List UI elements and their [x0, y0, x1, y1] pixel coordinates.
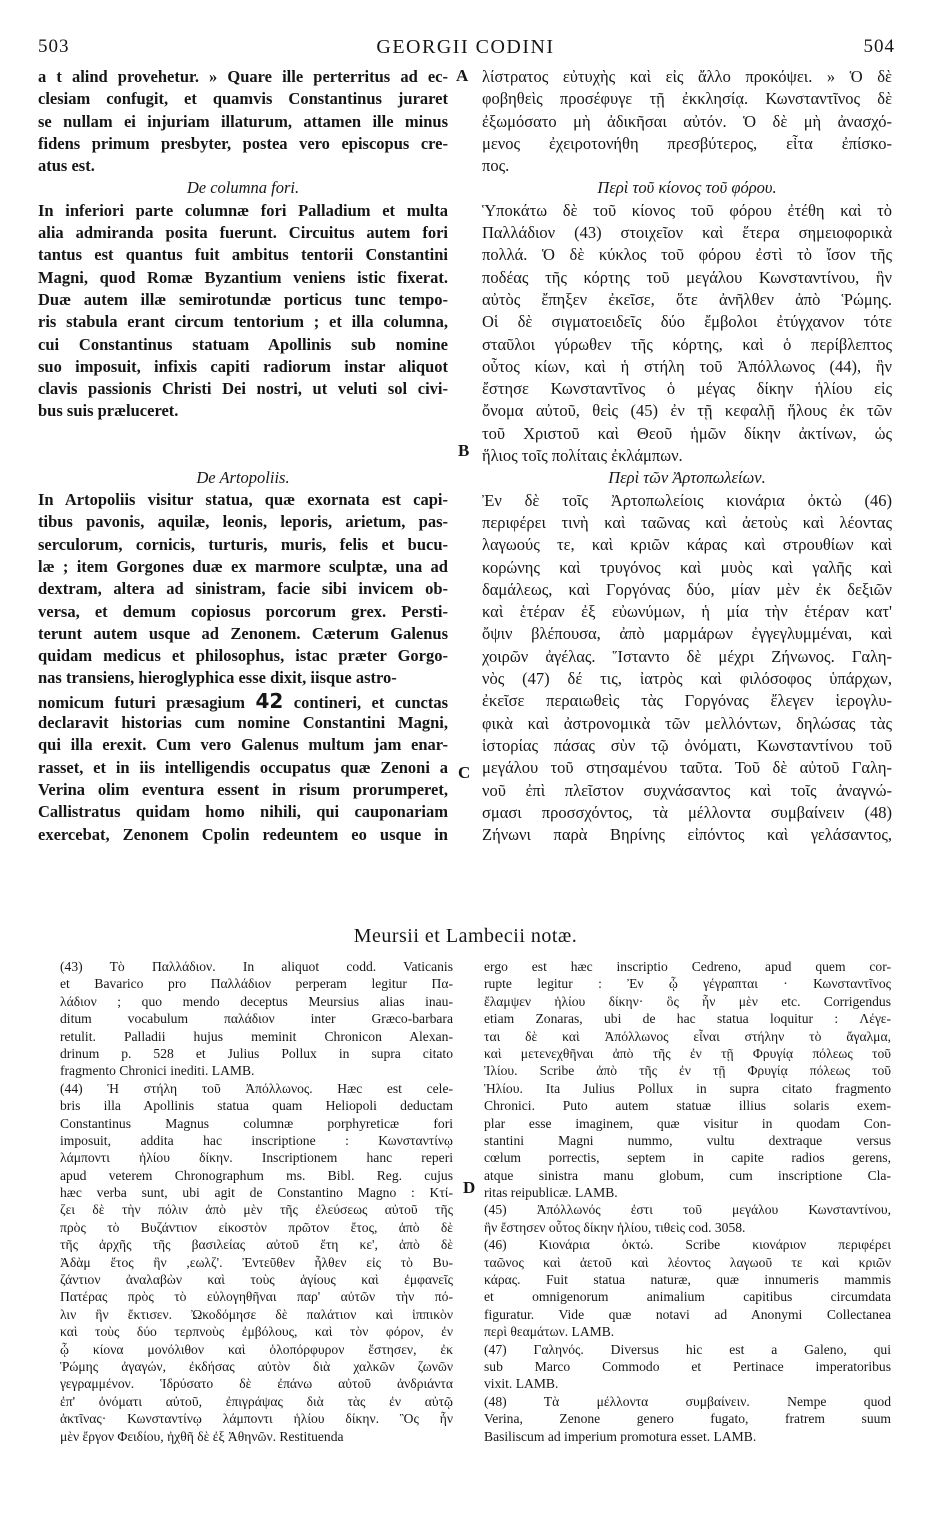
text-line: μενος ἐχειροτονήθη πρεσβύτερος, εἶτα ἐπίσκο-: [482, 133, 892, 153]
note-line: rupte legitur : Ἐν ᾧ γέγραπται · Κωνσταντῖνος: [484, 976, 891, 992]
notes-right-column: [484, 958, 891, 1445]
text-line: qui illa erexit. Cum vero Galenus multum jam enar-: [38, 735, 448, 755]
text-line: declaravit historias cum nomine Constantini Magni,: [38, 713, 448, 733]
text-line: Ἐν δὲ τοῖς Ἀρτοπωλείοις κιονάρια ὀκτὼ (46): [482, 490, 892, 510]
note-line: ἀκτῖνας· Κωνσταντίνῳ λάμποντι ἡλίου δίκην. Ὃς ἦν: [60, 1411, 453, 1427]
text-line: tantus est quantus fuit ambitus tentorii Constantini: [38, 245, 448, 265]
note-line: Ἰλίου. Scribe ἀπὸ τῆς ἐν τῇ Φρυγίᾳ πόλεως τοῦ: [484, 1063, 891, 1079]
text-line: νοῦ ἐπὶ πλεῖστον συχνάσαντος καὶ τοῖς ἀναγνώ-: [482, 780, 892, 800]
text-line: αὐτὸς ἔπηξεν ἐκεῖσε, ὅτε ἀνῆλθεν ἀπὸ Ῥώμης.: [482, 289, 892, 309]
text-line: σμασι προσσχόντος, τὰ μέλλοντα συμβαίνειν (48): [482, 802, 892, 822]
note-line: ζάντιον ἀναλαβὼν καὶ τοὺς ἁγίους καὶ ἐμφανεῖς: [60, 1272, 453, 1288]
latin-paragraph: [38, 66, 448, 177]
note-line: hæc verba sunt, ubi agit de Constantino Magno : Κτί-: [60, 1185, 453, 1201]
note-line: drinum p. 528 et Julius Pollux in supra citato: [60, 1045, 453, 1061]
note-line: Basiliscum ad imperium promotura esset. LAMB.: [484, 1428, 757, 1444]
note-line: ditum vocabulum παλάδιον inter Græco-barbara: [60, 1011, 453, 1027]
text-line: φικὰ καὶ ἀστρονομικὰ τῶν μελλόντων, δηλώσας τὰς: [482, 713, 892, 733]
note-line: Verina, Zenone genero fugato, fratrem suum: [484, 1411, 891, 1427]
note-line: (46) Κιονάρια ὀκτώ. Scribe κιονάριον περιφέρει: [484, 1237, 891, 1253]
greek-paragraph: [482, 200, 892, 468]
text-line: νὸς (47) δέ τις, ἰατρὸς καὶ φιλόσοφος ὑπάρχων,: [482, 669, 892, 689]
note-line: apud veterem Chronographum ms. Bibl. Reg. cujus: [60, 1167, 453, 1183]
text-line: δαμάλεως, καὶ Γοργόνας δύο, μίαν μὲν ἐκ δεξιῶν: [482, 579, 892, 599]
text-line: bus suis præluceret.: [38, 401, 179, 421]
note-line: (47) Γαληνός. Diversus hic est a Galeno, qui: [484, 1341, 891, 1357]
text-line: λαγωούς τε, καὶ κριῶν κάρας καὶ στρουθίων καὶ: [482, 535, 892, 555]
inline-number-42: 42: [255, 689, 284, 713]
note-line: τῆς ἀρχῆς τῆς βασιλείας αὐτοῦ ἔτη κε', ἀπὸ δὲ: [60, 1237, 453, 1253]
text-line: In inferiori parte columnæ fori Palladium et multa: [38, 200, 448, 220]
text-line: Ζήνωνι παρὰ Βηρίνης εἰπόντος καὶ γελάσαντος,: [482, 825, 892, 845]
text-line: alia admiranda posita fuerunt. Circuitus autem fori: [38, 223, 448, 243]
note-line: περὶ θεαμάτων. LAMB.: [484, 1324, 615, 1340]
note-line: (44) Ἡ στήλη τοῦ Ἀπόλλωνος. Hæc est cele-: [60, 1080, 453, 1096]
note-line: vixit. LAMB.: [484, 1376, 559, 1392]
greek-heading-artopoliis: Περὶ τῶν Ἀρτοπωλείων.: [608, 468, 766, 488]
note-line: πρὸς τὸ Βυζάντιον εἰκοστὸν πρῶτον ἔτος, ἀπὸ δὲ: [60, 1219, 453, 1235]
text-line: cui Constantinus statuam Apollinis sub nomine: [38, 334, 448, 354]
note-line: (45) Ἀπόλλωνός ἐστι τοῦ μεγάλου Κωνσταντίνου,: [484, 1202, 891, 1218]
text-line: ἥλιος τοῖς πολίταις ἐκλάμπων.: [482, 446, 683, 466]
text-line: fidens primum presbyter, postea vero episcopus cre-: [38, 133, 448, 153]
text-line: clavis passionis Christi Dei nostri, ut veluti sol civi-: [38, 379, 448, 399]
text-line: rasset, et in iis intelligendis occupatus quæ Zenoni a: [38, 757, 448, 777]
note-line: atque sinistra manu globum, cum inscriptione Cla-: [484, 1167, 891, 1183]
note-line: et omnigenorum animalium capitibus circumdata: [484, 1289, 891, 1305]
text-line: σταῦλοι γύρωθεν τῆς κόρτης, καὶ ὁ περίβλεπτος: [482, 334, 892, 354]
latin-line-segment: nomicum futuri præsagium: [38, 692, 245, 712]
text-line: ὄνομα αὐτοῦ, θεὶς (45) ἐν τῇ κεφαλῇ ἥλους ἐκ τῶν: [482, 401, 892, 421]
note-line: λιν ἣν ἔκτισεν. Ὠκοδόμησε δὲ παλάτιον καὶ ἱππικὸν: [60, 1306, 453, 1322]
text-line: ἐξωμόσατο μὴ ἀδικῆσαι αὐτόν. Ὁ δὲ μὴ ἀνασχό-: [482, 111, 892, 131]
notes-left-column: [60, 958, 453, 1445]
note-line: figuratur. Vide quæ notavi ad Anonymi Collectanea: [484, 1306, 891, 1322]
page-number-right: 504: [863, 36, 895, 57]
latin-heading-column-fori: De columna fori.: [186, 178, 300, 198]
text-line: In Artopoliis visitur statua, quæ exornata est capi-: [38, 490, 448, 510]
note-line: λάμποντι ἡλίου δίκην. Inscriptionem hanc reperi: [60, 1150, 453, 1166]
note-line: ergo est hæc inscriptio Cedreno, apud quem cor-: [484, 959, 891, 974]
text-line: ἱστορίας πάσας σὺν τῷ ὀνόματι, Κωνσταντίνου τοῦ: [482, 735, 892, 755]
latin-paragraph: [38, 489, 448, 690]
text-line: πος.: [482, 156, 510, 176]
text-line: ris stabula erant circum tentorium ; et illa columna,: [38, 312, 448, 332]
text-line: ἔστησε Κωνσταντῖνος ὁ μέγας δίκην ἡλίου εἰς: [482, 379, 892, 399]
running-header: [30, 36, 901, 60]
text-line: λίστρατος εὐτυχὴς καὶ εἰς ἄλλο προκόψει. » Ὁ δὲ: [482, 67, 892, 86]
text-line: χοιρῶν ἀγέλας. Ἵσταντο δὲ μέχρι Ζήνωνος. Γαλη-: [482, 646, 892, 666]
note-line: sub Marco Commodo et Pertinace imperatoribus: [484, 1358, 891, 1374]
note-line: ritas reipublicæ. LAMB.: [484, 1185, 618, 1201]
note-line: ται δὲ καὶ Ἀπόλλωνος εἶναι στήλην τὸ ἄγαλμα,: [484, 1028, 891, 1044]
note-line: Chronici. Puto autem statuæ illius solaris exem-: [484, 1098, 891, 1114]
text-line: Duæ autem illæ semirotundæ porticus tunc tempo-: [38, 289, 448, 309]
note-line: γεγραμμένον. Ἱδρύσατο δὲ ἐπάνω αὐτοῦ ἀνδριάντα: [60, 1376, 453, 1392]
text-line: se nullam ei injuriam illaturum, attamen ille minus: [38, 111, 448, 131]
text-line: Παλλάδιον (43) στοιχεῖον καὶ ἕτερα σημειοφορικὰ: [482, 223, 892, 243]
margin-letter-b: B: [458, 441, 470, 460]
greek-paragraph: [482, 66, 892, 177]
note-line: imposuit, addita hac inscriptione : Κωνσταντίνῳ: [60, 1132, 453, 1148]
latin-line-segment: contineri, et cunctas: [293, 692, 448, 712]
text-line: περιφέρει τινὴ καὶ ταῶνας καὶ ἀετοὺς καὶ λέοντας: [482, 512, 892, 532]
notes-title: Meursii et Lambecii notæ.: [353, 925, 578, 947]
note-line: Ἡλίου. Ita Julius Pollux in supra citato fragmento: [484, 1080, 891, 1096]
text-line: πολλά. Ὁ δὲ κύκλος τοῦ φόρου ἐστὶ τὸ ἴσον τῆς: [482, 245, 892, 265]
note-line: fragmento Chronici inediti. LAMB.: [60, 1063, 255, 1079]
note-line: Constantinus Magnus columnæ porphyreticæ fori: [60, 1115, 453, 1131]
note-line: λάδιον ; quo mendo deceptus Meursius alias inau-: [60, 993, 453, 1009]
note-line: (48) Τὰ μέλλοντα συμβαίνειν. Nempe quod: [484, 1393, 891, 1409]
text-line: clesiam confugit, et quamvis Constantinus juraret: [38, 89, 448, 109]
text-line: dextram, altera ad sinistram, facie sibi invicem ob-: [38, 579, 448, 599]
note-line: ζει δὲ τὴν πόλιν ἀπὸ μὲν τῆς ἐλεύσεως αὐτοῦ τῆς: [60, 1202, 453, 1218]
text-line: suo imposuit, infixis capiti radiorum instar aliquot: [38, 356, 448, 376]
latin-line: [38, 690, 448, 712]
text-line: a t alind provehetur. » Quare ille perterritus ad ec-: [38, 67, 448, 86]
text-line: τοῦ Χριστοῦ καὶ Θεοῦ ἡμῶν δίκην ἀκτίνων, ὡς: [482, 423, 892, 443]
greek-heading-column-fori: Περὶ τοῦ κίονος τοῦ φόρου.: [597, 178, 777, 198]
text-line: atus est.: [38, 156, 95, 176]
text-line: φοβηθεὶς προσέφυγε τῇ ἐκκλησίᾳ. Κωνσταντῖνος δὲ: [482, 89, 892, 109]
page-number-left: 503: [38, 36, 70, 57]
text-line: læ ; item Gorgones duæ ex marmore sculptæ, una ad: [38, 556, 448, 576]
text-line: Magni, quod Romæ Byzantium veniens istic fixerat.: [38, 267, 448, 287]
margin-letter-d: D: [463, 1178, 476, 1197]
text-line: κορώνης καὶ τρυγόνος καὶ μυὸς καὶ γαλῆς καὶ: [482, 557, 892, 577]
text-line: καὶ ἑτέραν ἐξ εὐωνύμων, ἡ μία τὴν ἑτέραν κατ': [482, 602, 892, 622]
text-line: οὗτος κίων, καὶ ἡ στήλη τοῦ Ἀπόλλωνος (44), ἣν: [482, 356, 892, 376]
text-line: ποδέας τῆς κόρτης τοῦ μεγάλου Κωνσταντίνου, ἣν: [482, 267, 892, 287]
text-line: Ὑποκάτω δὲ τοῦ κίονος τοῦ φόρου ἐτέθη καὶ τὸ: [482, 200, 892, 220]
note-line: etiam Zonaras, ubi de hac statua loquitur : Λέγε-: [484, 1011, 891, 1027]
note-line: retulit. Palladii hujus meminit Chronicon Alexan-: [60, 1028, 453, 1044]
text-line: ἐκεῖσε περαιωθεὶς τὰς Γοργόνας ἔλεγεν ἱερογλυ-: [482, 691, 892, 711]
note-line: καὶ μετενεχθῆναι ἀπὸ τῆς ἐν τῇ Φρυγίᾳ πόλεως τοῦ: [484, 1045, 891, 1061]
text-line: tibus pavonis, aquilæ, leonis, leporis, arietum, pas-: [38, 512, 448, 532]
text-line: versa, et demum copiosus porcorum grex. Persti-: [38, 601, 448, 621]
note-line: plar esse imaginem, quæ visitur in quodam Con-: [484, 1115, 891, 1131]
note-line: stantini Magni nummo, vultu dextraque versus: [484, 1132, 891, 1148]
note-line: καὶ τοὺς δύο τερπνοὺς ἐμβόλους, καὶ τὸν φόρον, ἐν: [60, 1324, 453, 1340]
text-line: quidam medicus et philosophus, istac præter Gorgo-: [38, 646, 448, 666]
text-line: ὄψιν βλέπουσα, ἀπὸ μαρμάρων ἐγγεγλυμμέναι, καὶ: [482, 624, 892, 644]
latin-heading-artopoliis: De Artopoliis.: [196, 467, 290, 487]
text-line: Callistratus quidam homo nihili, qui cauponariam: [38, 802, 448, 822]
note-line: ᾧ κίονα μονόλιθον καὶ ὁλοπόρφυρον ἔστησεν, ἐκ: [60, 1341, 453, 1357]
note-line: ἔλαμψεν ἡλίου δίκην· ὃς ἦν μὲν etc. Corrigendus: [484, 993, 891, 1009]
text-line: μεγάλου τοῦ στησαμένου ταῦτα. Τοῦ δὲ αὐτοῦ Γαλη-: [482, 758, 892, 778]
text-line: nas transiens, hieroglyphica esse dixit, iisque astro-: [38, 668, 397, 688]
note-line: ἐπ' ὀνόματι αὐτοῦ, ἐπιγράψας διὰ τὰς ἐν αὐτῷ: [60, 1393, 453, 1409]
latin-column: [38, 66, 448, 846]
note-line: ταῶνος καὶ ἀετοῦ καὶ λέοντος λαγωοῦ τε καὶ κριῶν: [484, 1254, 891, 1270]
latin-paragraph: [38, 712, 448, 846]
greek-column: [482, 66, 892, 846]
text-line: exercebat, Zenonem Cpolin redeuntem eo usque in: [38, 824, 448, 844]
note-line: κάρας. Fuit statua naturæ, quæ innumeris mammis: [484, 1272, 891, 1288]
running-title: GEORGII CODINI: [376, 36, 555, 58]
text-line: Οἱ δὲ σιγματοειδεῖς δύο ἔμβολοι ἐτύγχανον τότε: [482, 312, 892, 332]
note-line: Ἀδὰμ ἔτος ἣν ,εωλζ'. Ἐντεῦθεν ἦλθεν εἰς τὸ Βυ-: [60, 1254, 453, 1270]
text-line: terunt autem usque ad Zenonem. Cæterum Galenus: [38, 623, 448, 643]
margin-letter-a: A: [456, 66, 469, 85]
note-line: et Bavarico pro Παλλάδιον perperam legitur Πα-: [60, 976, 453, 992]
note-line: (43) Τὸ Παλλάδιον. In aliquot codd. Vaticanis: [60, 959, 453, 974]
note-line: μὲν ἔργον Φειδίου, ἠχθῆ δὲ ἐξ Ἀθηνῶν. Restituenda: [60, 1428, 344, 1444]
text-line: serculorum, cornicis, turturis, muris, felis et bucu-: [38, 534, 448, 554]
greek-paragraph: [482, 490, 892, 847]
note-line: Πατέρας πρὸς τὸ εὐλογηθῆναι παρ' αὐτῶν τὴν πό-: [60, 1289, 453, 1305]
note-line: bris illa Apollinis statua quam Heliopoli deductam: [60, 1098, 453, 1114]
latin-paragraph: [38, 200, 448, 423]
margin-letter-c: C: [458, 763, 471, 782]
note-line: cœlum porrectis, septem in capite radios gerens,: [484, 1150, 891, 1166]
note-line: Ῥώμης ἀγαγών, ἐκδήσας αὐτὸν διὰ χαλκῶν ζωνῶν: [60, 1358, 453, 1374]
note-line: ἣν ἔστησεν οὗτος δίκην ἡλίου, τιθεὶς cod. 3058.: [484, 1219, 746, 1235]
text-line: Verina olim eventura essent in risum prorumperet,: [38, 779, 448, 799]
